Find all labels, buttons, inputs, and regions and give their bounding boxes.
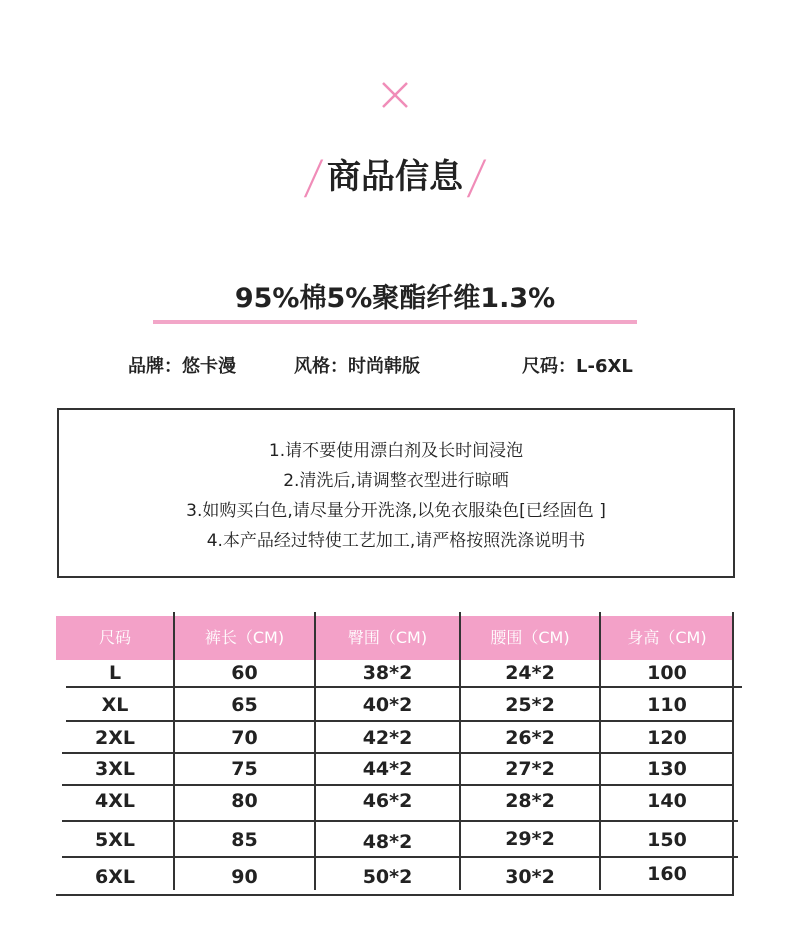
cell-height: 140 <box>647 790 687 812</box>
cell-hip: 50*2 <box>362 866 413 888</box>
cell-waist: 26*2 <box>505 727 555 749</box>
cell-size: 4XL <box>95 790 135 812</box>
slash-left-decoration: / <box>301 150 325 204</box>
cell-size: 2XL <box>95 727 135 749</box>
brand-value: 悠卡漫 <box>182 356 236 377</box>
cell-length: 85 <box>231 829 258 851</box>
table-divider <box>314 612 316 890</box>
cell-hip: 42*2 <box>362 727 413 749</box>
cell-size: 5XL <box>95 829 135 851</box>
cell-waist: 27*2 <box>505 758 555 780</box>
page-title: 商品信息 <box>327 157 463 197</box>
style-spec <box>294 352 420 378</box>
cell-waist: 30*2 <box>505 866 555 888</box>
cell-size: 3XL <box>95 758 135 780</box>
cell-hip: 46*2 <box>362 790 413 812</box>
table-divider <box>62 752 734 754</box>
cell-hip: 38*2 <box>362 662 413 684</box>
material-composition: 95%棉5%聚酯纤维1.3% <box>234 283 556 314</box>
cell-length: 70 <box>231 727 258 749</box>
cell-hip: 48*2 <box>362 831 413 853</box>
cell-waist: 24*2 <box>505 662 555 684</box>
cell-waist: 25*2 <box>505 694 555 716</box>
table-divider <box>732 612 734 896</box>
cell-length: 65 <box>231 694 258 716</box>
cell-length: 90 <box>231 866 258 888</box>
header-hip: 臀围（CM) <box>347 628 428 647</box>
cell-waist: 28*2 <box>505 790 555 812</box>
cell-size: XL <box>101 694 129 716</box>
cell-size: L <box>108 662 122 684</box>
size-spec <box>522 352 633 378</box>
cell-height: 160 <box>647 863 687 885</box>
cell-length: 80 <box>231 790 258 812</box>
size-value: L-6XL <box>576 356 633 377</box>
brand-label: 品牌： <box>128 356 182 377</box>
care-line-2: 2.清洗后,请调整衣型进行晾晒 <box>283 471 509 491</box>
cell-height: 150 <box>647 829 687 851</box>
care-line-4: 4.本产品经过特使工艺加工,请严格按照洗涤说明书 <box>206 531 586 551</box>
cell-height: 100 <box>647 662 687 684</box>
table-divider <box>66 720 734 722</box>
material-underline <box>153 320 637 324</box>
slash-right-decoration: / <box>465 150 489 204</box>
care-instructions-box <box>57 408 735 578</box>
close-icon <box>380 80 410 110</box>
header-waist: 腰围（CM) <box>490 628 570 647</box>
style-label: 风格： <box>294 356 348 377</box>
cell-hip: 40*2 <box>362 694 413 716</box>
header-size: 尺码 <box>98 628 131 647</box>
table-divider <box>56 894 734 896</box>
size-label: 尺码： <box>522 356 576 377</box>
table-divider <box>599 612 601 890</box>
section-title <box>0 152 790 202</box>
cell-hip: 44*2 <box>362 758 413 780</box>
table-divider <box>62 784 734 786</box>
cell-size: 6XL <box>95 866 135 888</box>
cell-height: 120 <box>647 727 687 749</box>
table-divider <box>62 820 738 822</box>
style-value: 时尚韩版 <box>348 356 420 377</box>
table-divider <box>66 686 742 688</box>
header-height: 身高（CM) <box>627 628 707 647</box>
table-header <box>56 616 734 660</box>
size-table <box>56 612 734 896</box>
cell-length: 75 <box>231 758 258 780</box>
cell-waist: 29*2 <box>505 828 555 850</box>
cell-height: 130 <box>647 758 687 780</box>
table-divider <box>459 612 461 890</box>
table-divider <box>62 856 738 858</box>
care-line-1: 1.请不要使用漂白剂及长时间浸泡 <box>268 441 524 461</box>
brand-spec <box>128 352 236 378</box>
care-line-3: 3.如购买白色,请尽量分开洗涤,以免衣服染色[已经固色 ] <box>186 501 606 521</box>
header-length: 裤长（CM) <box>204 628 285 647</box>
table-divider <box>173 612 175 890</box>
cell-height: 110 <box>647 694 687 716</box>
cell-length: 60 <box>231 662 258 684</box>
